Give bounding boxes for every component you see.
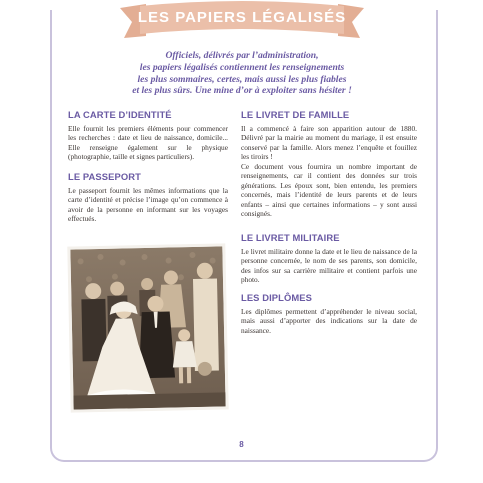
section-livret-famille — [241, 110, 417, 219]
section-passeport — [68, 172, 228, 224]
section-carte-identite — [68, 110, 228, 162]
intro-line: les plus sommaires, certes, mais aussi les plus fiables — [137, 73, 347, 85]
section-text: Les diplômes permettent d’appréhender le niveau social, mais aussi d’apporter des indications sur la date de naissance. — [241, 306, 417, 335]
wedding-photograph — [70, 246, 225, 409]
section-text: Il a commencé à faire son apparition autour de 1880. Délivré par la mairie au moment du mariage, il est ensuite conservé par la famille. Alors menez l’enquête et fouillez les tiroirs ! — [241, 123, 417, 161]
section-livret-militaire — [241, 233, 417, 285]
section-text: Le passeport fournit les mêmes informations que la carte d’identité et précise l’image qu’on commence à avoir de la personne en informant sur les voyages effectués. — [68, 185, 228, 223]
page-number: 8 — [239, 440, 244, 449]
section-text: Elle fournit les premiers éléments pour commencer les recherches : date et lieu de naissance, domicile... Elle renseigne également sur le physique (photographie, taille et signes particuliers). — [68, 123, 228, 161]
section-heading: LA CARTE D’IDENTITÉ — [68, 109, 172, 120]
section-heading: LE LIVRET MILITAIRE — [241, 232, 340, 243]
section-heading: LE LIVRET DE FAMILLE — [241, 109, 350, 120]
wedding-photo-image — [70, 246, 225, 409]
intro-line: et les plus sûrs. Une mine d’or à exploiter sans hésiter ! — [132, 85, 352, 97]
section-text: Le livret militaire donne la date et le lieu de naissance de la personne concernée, le nom de ses parents, son domicile, des infos sur sa carrière militaire et contient parfois une photo. — [241, 246, 417, 284]
section-heading: LE PASSEPORT — [68, 171, 141, 182]
section-diplomes — [241, 293, 417, 335]
section-text: Ce document vous fournira un nombre important de renseignements, car il contient des données sur trois générations. Les époux sont, bien entendu, les premiers concernés, mais l’identité de leurs parents et de leurs enfants – ainsi que certaines informations – y sont aussi consignés. — [241, 161, 417, 218]
title-banner — [116, 0, 368, 48]
intro-line: les papiers légalisés contiennent les renseignements — [139, 61, 345, 73]
page-title: LES PAPIERS LÉGALISÉS — [137, 9, 347, 26]
intro-text — [104, 50, 380, 97]
section-heading: LES DIPLÔMES — [241, 292, 312, 303]
intro-line: Officiels, délivrés par l’administration, — [165, 50, 319, 61]
